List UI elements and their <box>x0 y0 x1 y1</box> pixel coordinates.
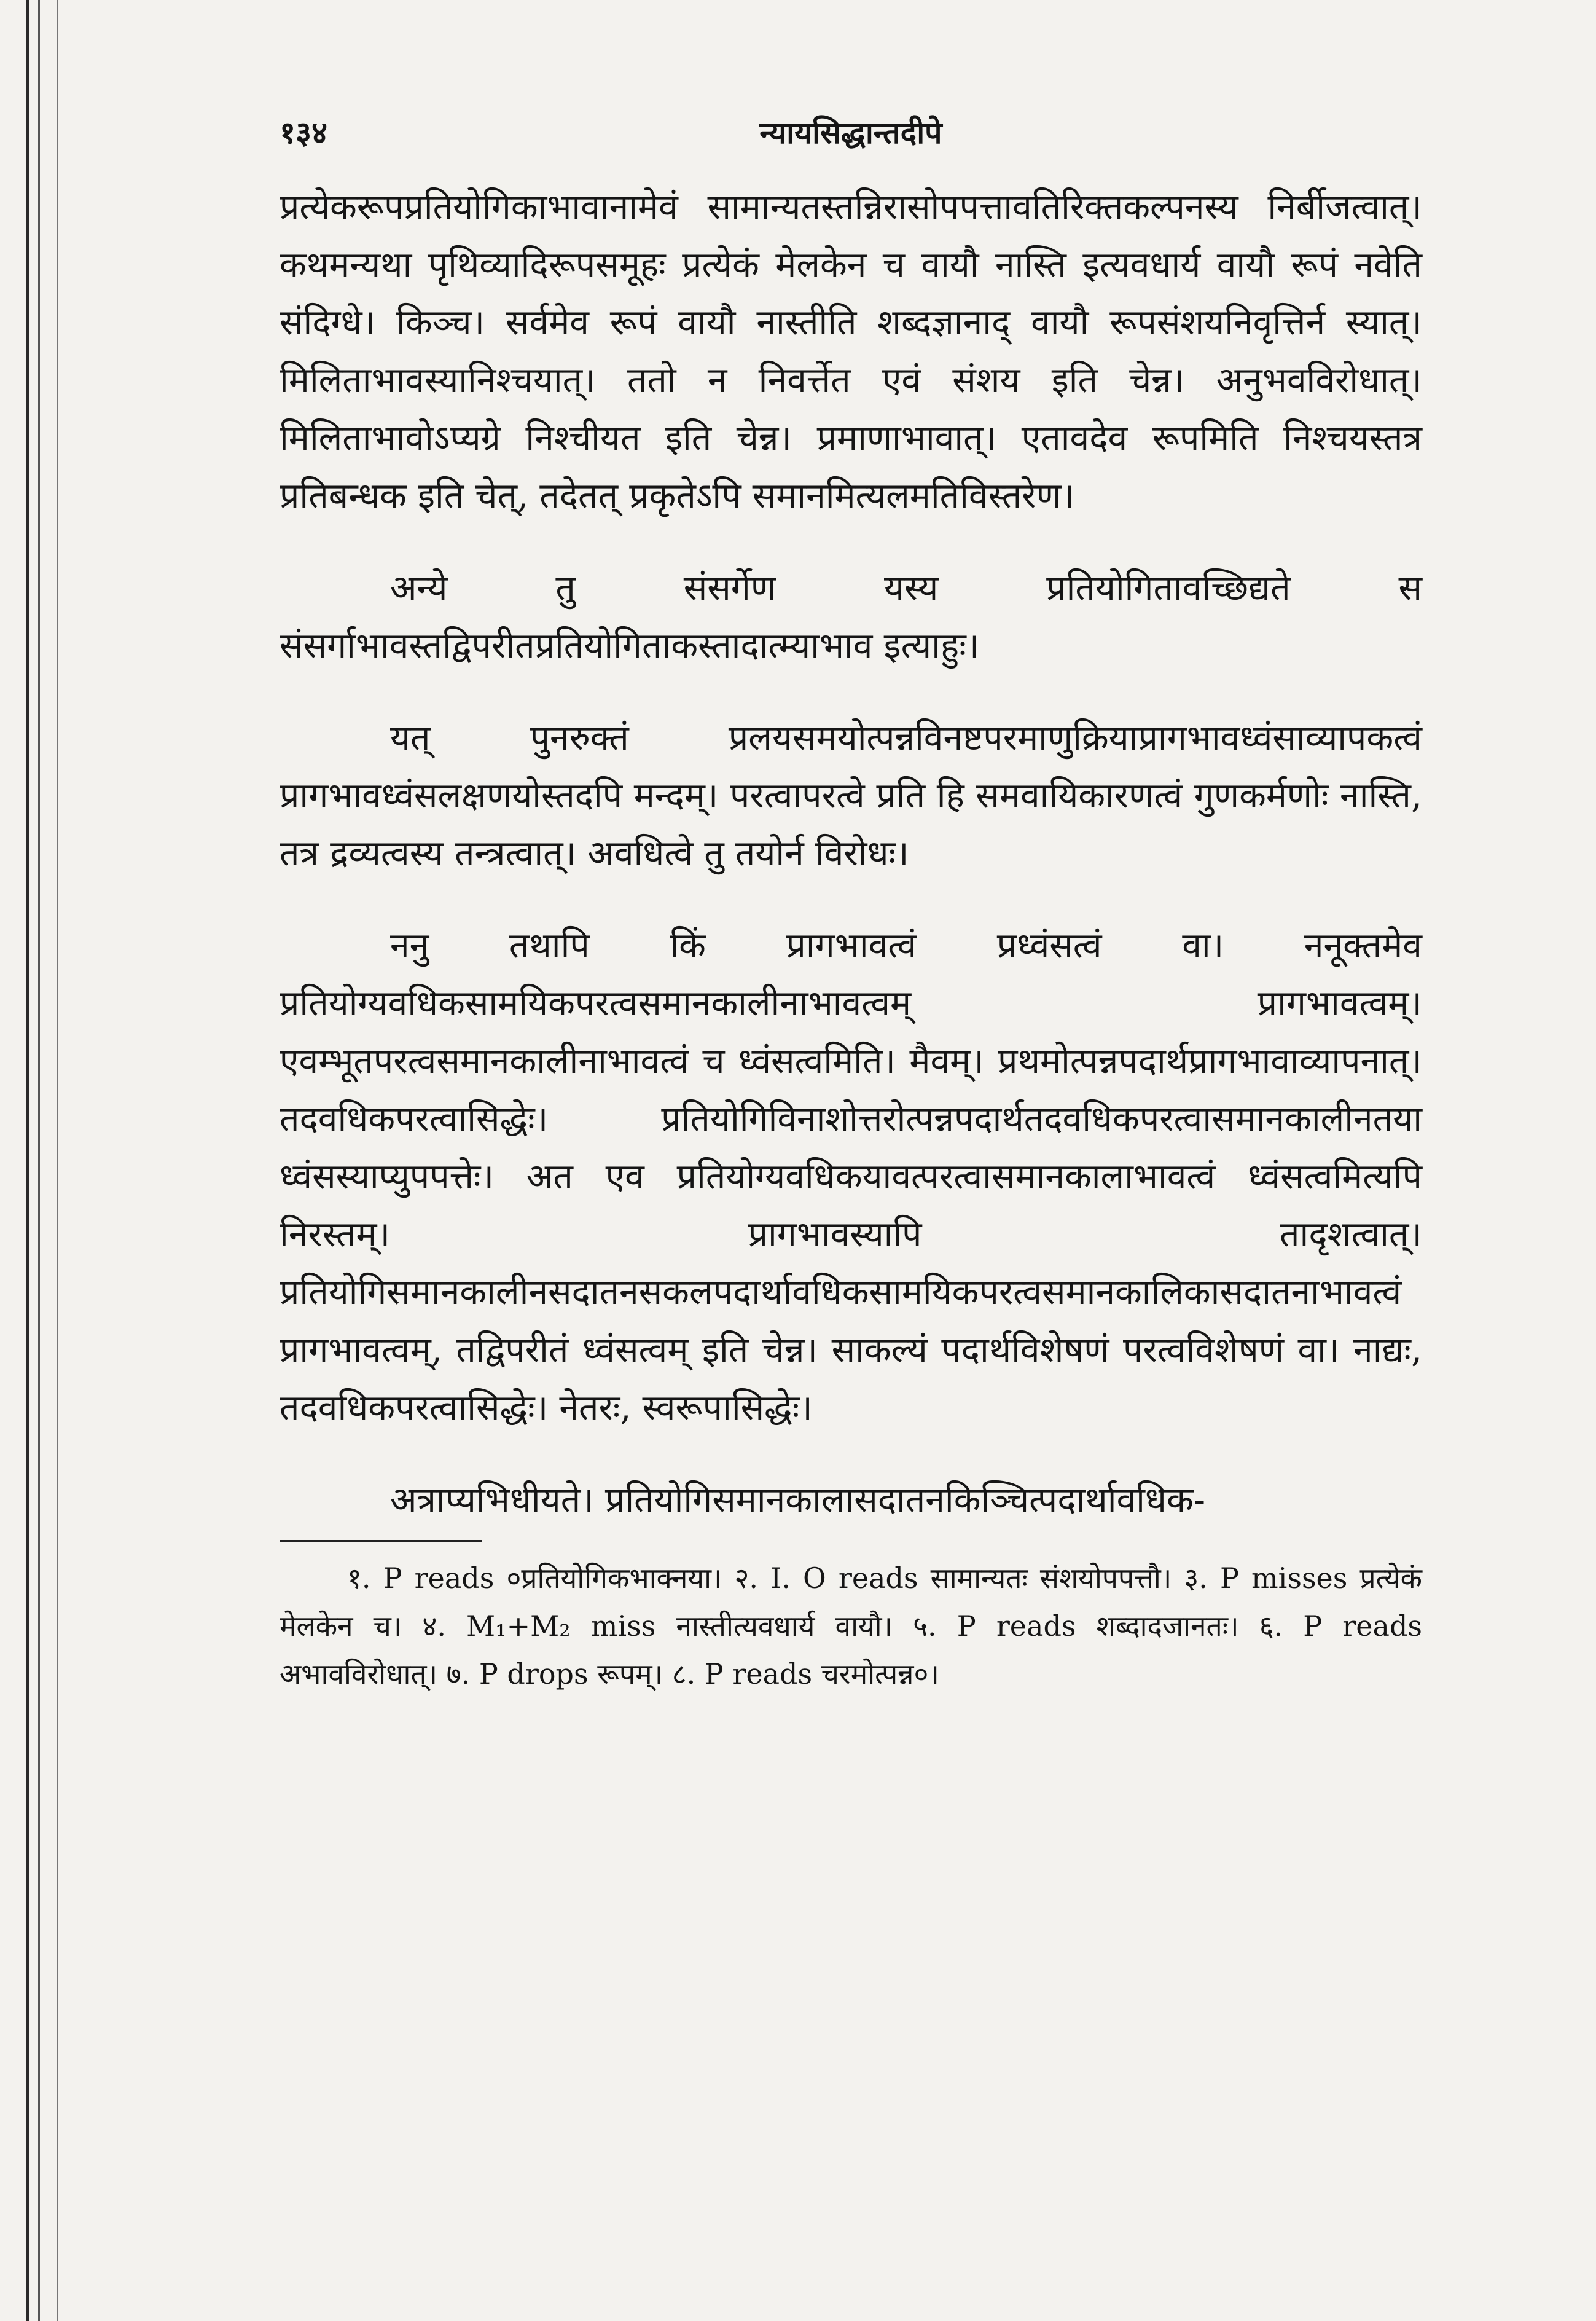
body-text <box>280 178 1422 1529</box>
paragraph: प्रत्येकरूपप्रतियोगिकाभावानामेवं सामान्यतस्तन्निरासोपपत्तावतिरिक्तकल्पनस्य निर्बीजत्वात्। कथमन्यथा पृथिव्यादिरूपसमूहः प्रत्येकं मेलकेन च वायौ नास्ति इत्यवधार्य वायौ रूपं नवेति संदिग्धे। किञ्च। सर्वमेव रूपं वायौ नास्तीति शब्दज्ञानाद् वायौ रूपसंशयनिवृत्तिर्न स्यात्। मिलिताभावस्यानिश्चयात्। ततो न निवर्त्तेत एवं संशय इति चेन्न। अनुभवविरोधात्। मिलिताभावोऽप्यग्रे निश्चीयत इति चेन्न। प्रमाणाभावात्। एतावदेव रूपमिति निश्चयस्तत्र प्रतिबन्धक इति चेत्, तदेतत् प्रकृतेऽपि समानमित्यलमतिविस्तरेण। <box>280 187 1422 516</box>
book-page <box>280 111 1422 2231</box>
paragraph: अन्ये तु संसर्गेण यस्य प्रतियोगितावच्छिद्यते स संसर्गाभावस्तद्विपरीतप्रतियोगिताकस्तादात्म्याभाव इत्याहुः। <box>280 568 1422 666</box>
page-number: १३४ <box>280 114 327 151</box>
scan-edge-line <box>38 0 40 2321</box>
scan-edge-line <box>26 0 29 2321</box>
paragraph: यत् पुनरुक्तं प्रलयसमयोत्पन्नविनष्टपरमाणुक्रियाप्रागभावध्वंसाव्यापकत्वं प्रागभावध्वंसलक्षणयोस्तदपि मन्दम्। परत्वापरत्वे प्रति हि समवायिकारणत्वं गुणकर्मणोः नास्ति, तत्र द्रव्यत्वस्य तन्त्रत्वात्। अवधित्वे तु तयोर्न विरोधः। <box>280 718 1422 874</box>
page-header <box>280 111 1422 178</box>
running-title: न्यायसिद्धान्तदीपे <box>759 114 942 151</box>
footnotes <box>280 1554 1422 1698</box>
footnote-text: १. P reads ०प्रतियोगिकभाक्नया। २. I. O reads सामान्यतः संशयोपपत्तौ। ३. P misses प्रत्येकं मेलकेन च। ४. M₁+M₂ miss नास्तीत्यवधार्य वायौ। ५. P reads शब्दादजानतः। ६. P reads अभावविरोधात्। ७. P drops रूपम्। ८. P reads चरमोत्पन्न०। <box>280 1561 1422 1691</box>
paragraph: अत्राप्यभिधीयते। प्रतियोगिसमानकालासदातनकिञ्चित्पदार्थावधिक- <box>390 1480 1206 1520</box>
paragraph: ननु तथापि किं प्रागभावत्वं प्रध्वंसत्वं वा। ननूक्तमेव प्रतियोग्यवधिकसामयिकपरत्वसमानकालीनाभावत्वम् प्रागभावत्वम्। एवम्भूतपरत्वसमानकालीनाभावत्वं च ध्वंसत्वमिति। मैवम्। प्रथमोत्पन्नपदार्थप्रागभावाव्यापनात्। तदवधिकपरत्वासिद्धेः। प्रतियोगिविनाशोत्तरोत्पन्नपदार्थतदवधिकपरत्वासमानकालीनतया ध्वंसस्याप्युपपत्तेः। अत एव प्रतियोग्यवधिकयावत्परत्वासमानकालाभावत्वं ध्वंसत्वमित्यपि निरस्तम्। प्रागभावस्यापि तादृशत्वात्। प्रतियोगिसमानकालीनसदातनसकलपदार्थावधिकसामयिकपरत्वसमानकालिकासदातनाभावत्वं प्रागभावत्वम्, तद्विपरीतं ध्वंसत्वम् इति चेन्न। साकल्यं पदार्थविशेषणं परत्वविशेषणं वा। नाद्यः, तदवधिकपरत्वासिद्धेः। नेतरः, स्वरूपासिद्धेः। <box>280 925 1422 1428</box>
footnote-divider <box>280 1540 482 1542</box>
scan-edge-line <box>57 0 58 2321</box>
